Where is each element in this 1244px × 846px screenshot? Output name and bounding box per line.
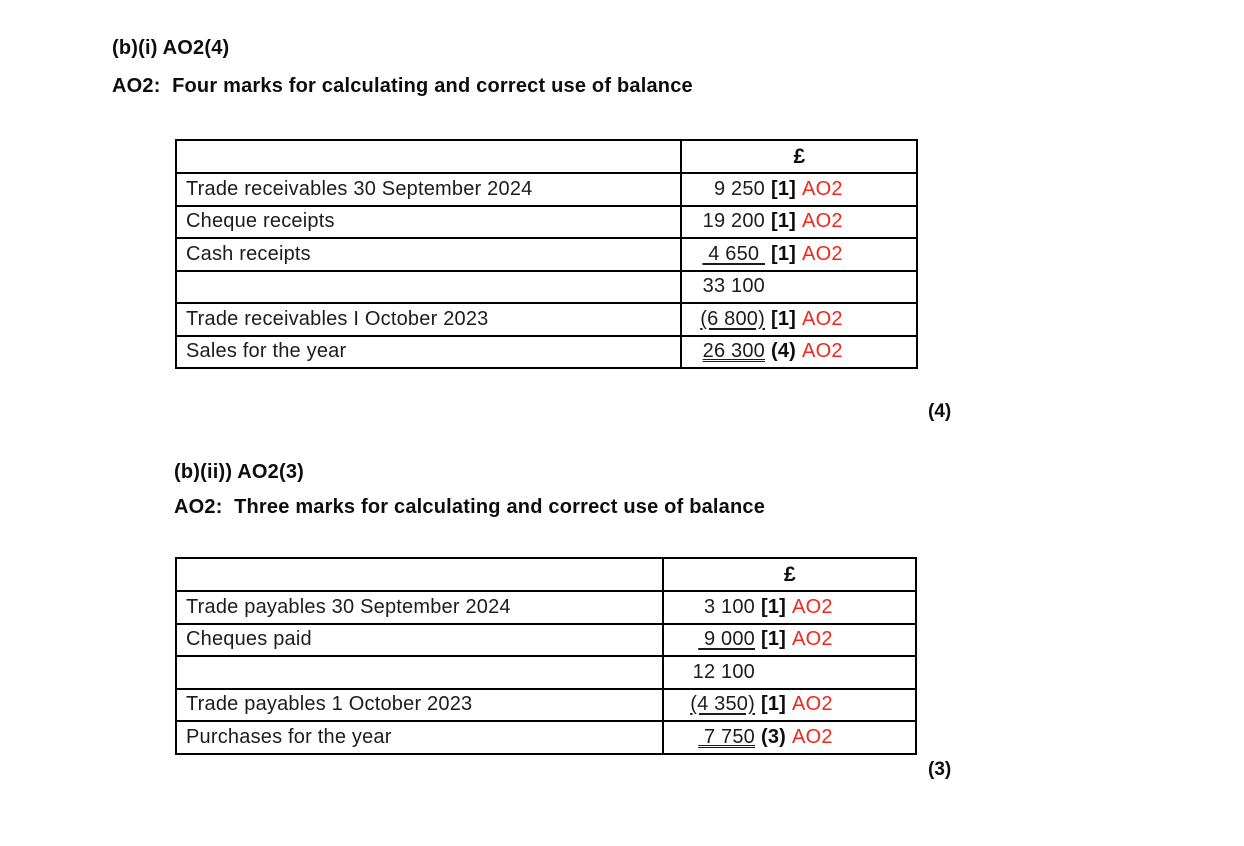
mark-bracket: [1] bbox=[761, 595, 787, 618]
row-value bbox=[663, 689, 916, 722]
ao-tag: AO2 bbox=[802, 242, 843, 265]
section1-total-marks: (4) bbox=[928, 401, 952, 422]
amount-value: 19 200 bbox=[702, 210, 765, 233]
amount-value: 9 250 bbox=[713, 177, 765, 200]
row-label: Sales for the year bbox=[176, 336, 681, 369]
table-row bbox=[176, 591, 916, 624]
row-label: Cash receipts bbox=[176, 238, 681, 271]
mark-bracket: [1] bbox=[771, 177, 797, 200]
table-header-row bbox=[176, 558, 916, 591]
header-label-cell bbox=[176, 558, 663, 591]
amount-value: 3 100 bbox=[703, 595, 755, 618]
table-row bbox=[176, 206, 917, 239]
row-value bbox=[663, 624, 916, 657]
row-value bbox=[681, 271, 917, 304]
row-label bbox=[176, 656, 663, 689]
mark-bracket: [1] bbox=[761, 628, 787, 651]
section1-mark-description: AO2: Four marks for calculating and correct use of balance bbox=[112, 75, 693, 97]
amount-value: 26 300 bbox=[702, 340, 765, 363]
row-label: Cheque receipts bbox=[176, 206, 681, 239]
amount-value: 12 100 bbox=[692, 660, 755, 683]
row-label: Trade payables 1 October 2023 bbox=[176, 689, 663, 722]
trade-payables-table bbox=[175, 557, 917, 755]
mark-bracket: (4) bbox=[771, 340, 797, 363]
table-row bbox=[176, 238, 917, 271]
amount-value: (6 800) bbox=[700, 307, 765, 330]
row-value bbox=[663, 656, 916, 689]
table-row bbox=[176, 173, 917, 206]
table-row-subtotal bbox=[176, 271, 917, 304]
table-row-total bbox=[176, 721, 916, 754]
row-value bbox=[681, 206, 917, 239]
row-label: Cheques paid bbox=[176, 624, 663, 657]
ao-tag: AO2 bbox=[792, 595, 833, 618]
mark-bracket: [1] bbox=[761, 693, 787, 716]
trade-receivables-table bbox=[175, 139, 918, 369]
section2-question-ref: (b)(ii)) AO2(3) bbox=[174, 461, 305, 483]
currency-header: £ bbox=[681, 140, 917, 173]
amount-value: 33 100 bbox=[702, 275, 765, 298]
row-value bbox=[663, 721, 916, 754]
row-value bbox=[681, 238, 917, 271]
ao-tag: AO2 bbox=[792, 628, 833, 651]
table-row bbox=[176, 689, 916, 722]
mark-bracket: [1] bbox=[771, 307, 797, 330]
ao-tag: AO2 bbox=[802, 177, 843, 200]
table-row-subtotal bbox=[176, 656, 916, 689]
mark-bracket: [1] bbox=[771, 242, 797, 265]
ao-tag: AO2 bbox=[802, 210, 843, 233]
row-value bbox=[663, 591, 916, 624]
ao-tag: AO2 bbox=[802, 307, 843, 330]
section2-total-marks: (3) bbox=[928, 759, 952, 780]
section2-mark-description: AO2: Three marks for calculating and correct use of balance bbox=[174, 496, 766, 518]
ao-tag: AO2 bbox=[792, 725, 833, 748]
row-label: Trade payables 30 September 2024 bbox=[176, 591, 663, 624]
table-row-total bbox=[176, 336, 917, 369]
row-label: Purchases for the year bbox=[176, 721, 663, 754]
row-label: Trade receivables 30 September 2024 bbox=[176, 173, 681, 206]
mark-bracket: [1] bbox=[771, 210, 797, 233]
amount-value: (4 350) bbox=[690, 693, 755, 716]
table-row bbox=[176, 303, 917, 336]
currency-header: £ bbox=[663, 558, 916, 591]
row-value bbox=[681, 336, 917, 369]
row-value bbox=[681, 303, 917, 336]
amount-value: 7 750 bbox=[698, 725, 755, 748]
ao-tag: AO2 bbox=[802, 340, 843, 363]
row-label bbox=[176, 271, 681, 304]
ao-tag: AO2 bbox=[792, 693, 833, 716]
row-label: Trade receivables I October 2023 bbox=[176, 303, 681, 336]
header-label-cell bbox=[176, 140, 681, 173]
mark-bracket: (3) bbox=[761, 725, 787, 748]
amount-value: 9 000 bbox=[698, 628, 755, 651]
table-row bbox=[176, 624, 916, 657]
table-header-row bbox=[176, 140, 917, 173]
section1-question-ref: (b)(i) AO2(4) bbox=[112, 37, 230, 59]
amount-value: 4 650 bbox=[702, 242, 765, 265]
row-value bbox=[681, 173, 917, 206]
